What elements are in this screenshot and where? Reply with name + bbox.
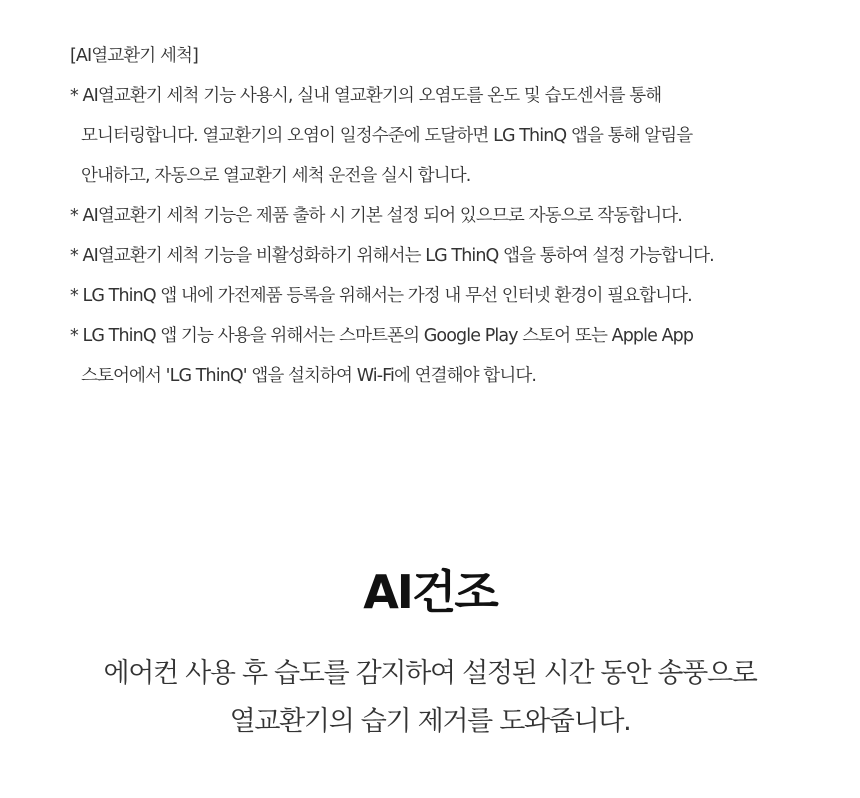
feature-description: [0, 650, 860, 746]
note-line: * LG ThinQ 앱 내에 가전제품 등록을 위해서는 가정 내 무선 인터넷 환경이 필요합니다.: [70, 286, 692, 306]
note-line: 모니터링합니다. 열교환기의 오염이 일정수준에 도달하면 LG ThinQ 앱을 통해 알림을: [81, 126, 693, 146]
note-line: * AI열교환기 세척 기능을 비활성화하기 위해서는 LG ThinQ 앱을 통하여 설정 가능합니다.: [70, 246, 714, 266]
note-line: * AI열교환기 세척 기능은 제품 출하 시 기본 설정 되어 있으므로 자동으로 작동합니다.: [70, 206, 682, 226]
notes-heading: [AI열교환기 세척]: [70, 46, 198, 66]
feature-description-line: 에어컨 사용 후 습도를 감지하여 설정된 시간 동안 송풍으로: [103, 658, 757, 689]
note-line: * LG ThinQ 앱 기능 사용을 위해서는 스마트폰의 Google Play 스토어 또는 Apple App: [70, 326, 694, 346]
note-line: 스토어에서 'LG ThinQ' 앱을 설치하여 Wi-Fi에 연결해야 합니다.: [81, 366, 536, 386]
feature-title: AI건조: [363, 565, 497, 619]
note-line: 안내하고, 자동으로 열교환기 세척 운전을 실시 합니다.: [81, 166, 471, 186]
note-line: * AI열교환기 세척 기능 사용시, 실내 열교환기의 오염도를 온도 및 습도센서를 통해: [70, 86, 662, 106]
feature-section: [0, 556, 860, 746]
notes-section: [70, 36, 830, 396]
feature-description-line: 열교환기의 습기 제거를 도와줍니다.: [229, 706, 631, 737]
